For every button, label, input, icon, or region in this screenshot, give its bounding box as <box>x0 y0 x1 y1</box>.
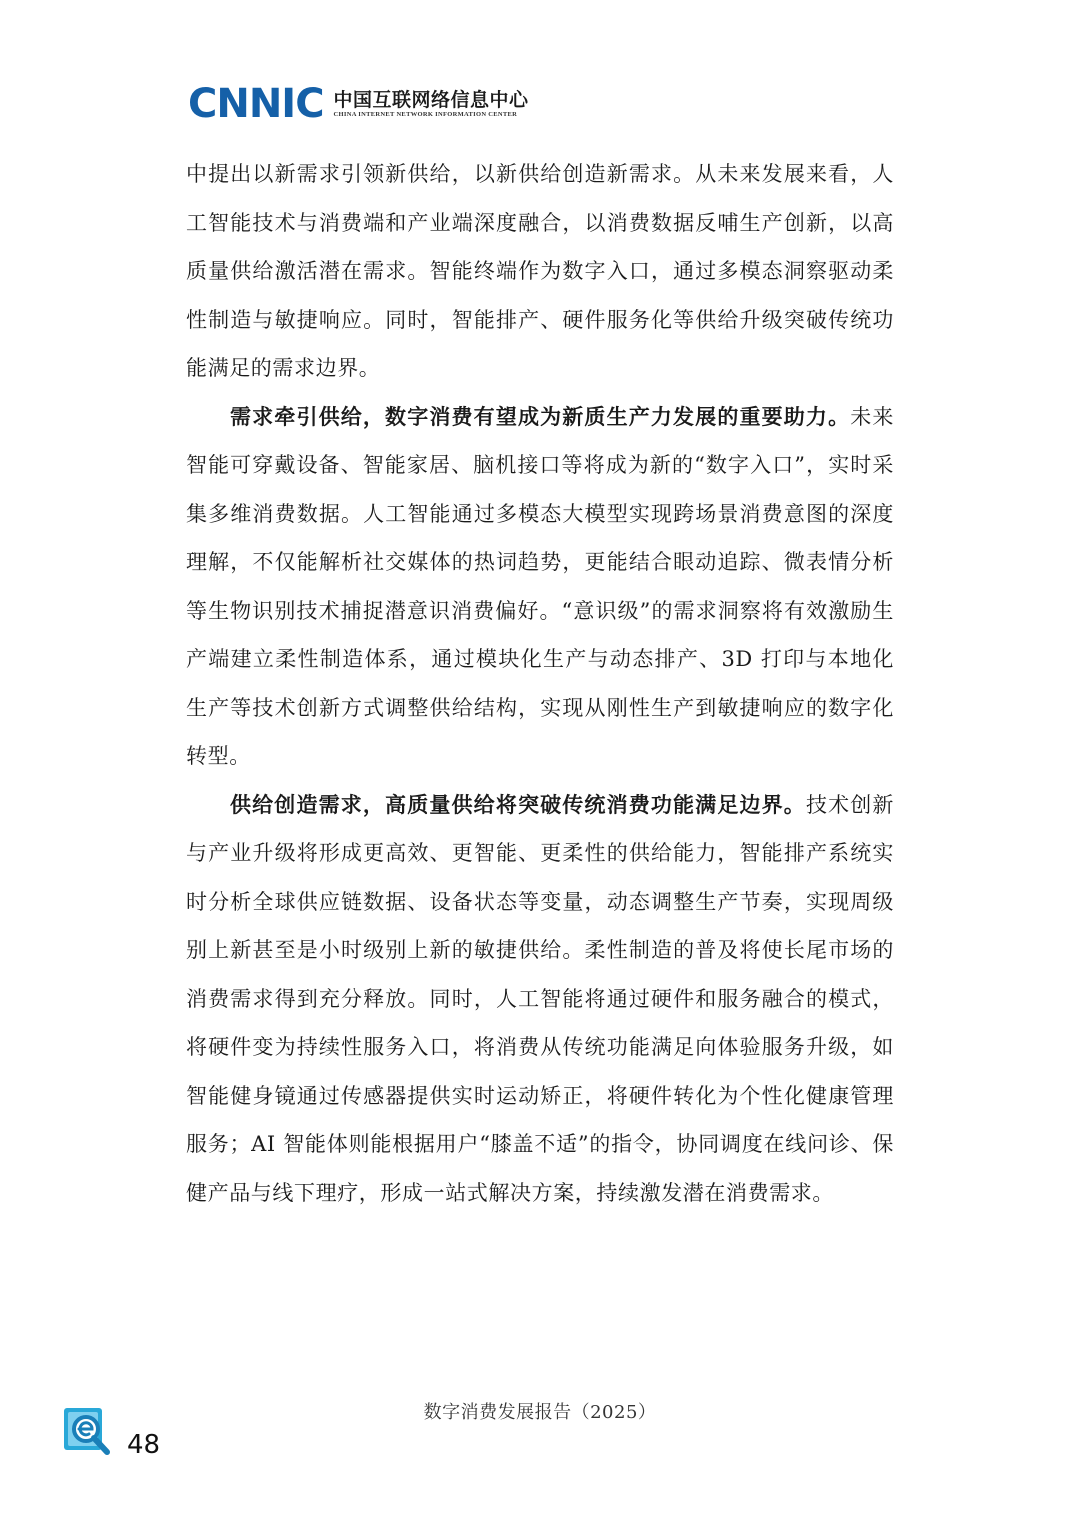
page-header <box>188 81 529 127</box>
page-body <box>186 150 894 1217</box>
paragraph-3 <box>186 781 894 1218</box>
magnifier-e-icon <box>62 1404 112 1456</box>
paragraph-1 <box>186 150 894 393</box>
paragraph-3-lead: 供给创造需求，高质量供给将突破传统消费功能满足边界。 <box>230 791 806 817</box>
paragraph-2-text: 未来智能可穿戴设备、智能家居、脑机接口等将成为新的“数字入口”，实时采集多维消费数据。人工智能通过多模态大模型实现跨场景消费意图的深度理解，不仅能解析社交媒体的热词趋势，更能结合眼动追踪、微表情分析等生物识别技术捕捉潜意识消费偏好。“意识级”的需求洞察将有效激励生产端建立柔性制造体系，通过模块化生产与动态排产、3D 打印与本地化生产等技术创新方式调整供给结构，实现从刚性生产到敏捷响应的数字化转型。 <box>186 404 894 768</box>
org-name-cn: 中国互联网络信息中心 <box>333 89 529 111</box>
paragraph-3-text: 技术创新与产业升级将形成更高效、更智能、更柔性的供给能力，智能排产系统实时分析全球供应链数据、设备状态等变量，动态调整生产节奏，实现周级别上新甚至是小时级别上新的敏捷供给。柔性制造的普及将使长尾市场的消费需求得到充分释放。同时，人工智能将通过硬件和服务融合的模式，将硬件变为持续性服务入口，将消费从传统功能满足向体验服务升级，如智能健身镜通过传感器提供实时运动矫正，将硬件转化为个性化健康管理服务；AI 智能体则能根据用户“膝盖不适”的指令，协同调度在线问诊、保健产品与线下理疗，形成一站式解决方案，持续激发潜在消费需求。 <box>186 792 894 1205</box>
org-name-en: CHINA INTERNET NETWORK INFORMATION CENTER <box>333 111 518 118</box>
page-number: 48 <box>127 1430 161 1460</box>
paragraph-2 <box>186 393 894 781</box>
paragraph-2-lead: 需求牵引供给，数字消费有望成为新质生产力发展的重要助力。 <box>230 403 851 429</box>
cnnic-logo: CNNIC <box>188 81 324 127</box>
footer-report-title: 数字消费发展报告（2025） <box>423 1402 657 1423</box>
org-name-block <box>334 89 529 119</box>
paragraph-1-text: 中提出以新需求引领新供给，以新供给创造新需求。从未来发展来看，人工智能技术与消费端和产业端深度融合，以消费数据反哺生产创新，以高质量供给激活潜在需求。智能终端作为数字入口，通过多模态洞察驱动柔性制造与敏捷响应。同时，智能排产、硬件服务化等供给升级突破传统功能满足的需求边界。 <box>186 162 894 380</box>
